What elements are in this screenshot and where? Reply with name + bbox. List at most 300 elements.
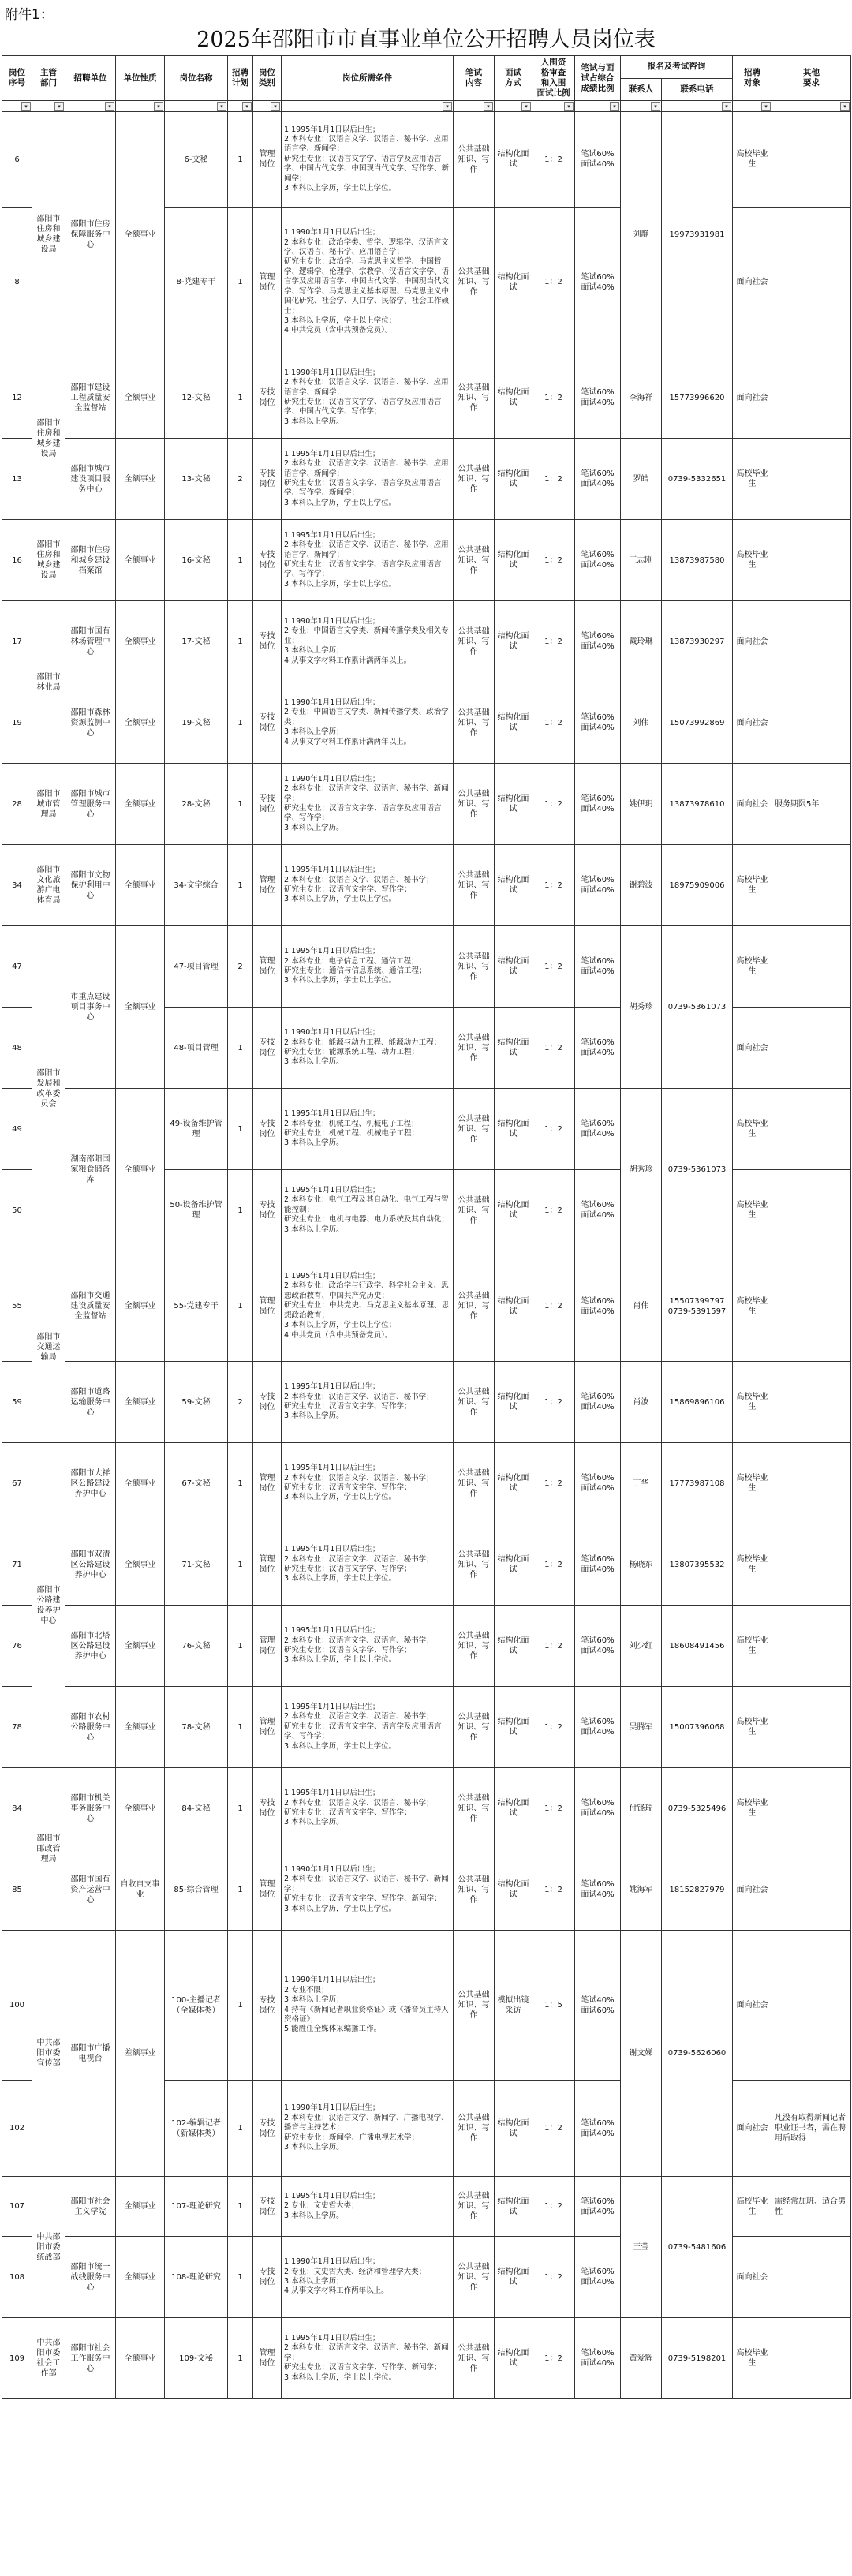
plan-count: 1 (228, 520, 253, 601)
position-conditions: 1.1995年1月1日以后出生； 2.专业：文史哲大类； 3.本科以上学历。 (282, 2177, 454, 2237)
contact-phone: 0739-5361073 (662, 926, 733, 1089)
exam-content: 公共基础知识、写作 (454, 1008, 495, 1089)
dropdown-filter-icon[interactable]: ▾ (105, 102, 114, 111)
dropdown-filter-icon[interactable]: ▾ (521, 102, 531, 111)
filter-cell (228, 101, 253, 112)
recruiting-unit: 邵阳市北塔区公路建设养护中心 (65, 1606, 116, 1687)
dropdown-filter-icon[interactable]: ▾ (761, 102, 771, 111)
exam-content: 公共基础知识、写作 (454, 2318, 495, 2399)
other-requirements (772, 1251, 851, 1362)
position-name: 34-文字综合 (165, 845, 228, 926)
unit-nature: 全额事业 (116, 1687, 165, 1768)
exam-content: 公共基础知识、写作 (454, 2081, 495, 2177)
department: 中共邵阳市委统战部 (32, 2177, 65, 2318)
position-name: 6-文秘 (165, 112, 228, 208)
recruit-target: 高校毕业生 (733, 1443, 772, 1524)
other-requirements (772, 112, 851, 208)
position-category: 专技岗位 (253, 1931, 282, 2081)
position-conditions: 1.1990年1月1日以后出生； 2.本科专业：政治学类、哲学、逻辑学、汉语言文学、汉语言、秘书学、应用语言学； 研究生专业：政治学、马克思主义哲学、中国哲学、逻辑学、伦理学、宗教学、汉语言文字学、语言学及应用语言学、中国古代文学、中国现当代文学、写作学、马克思主义基本原理、马克思主义中国化研究、社会学、人口学、民俗学、社会工作硕士； 3.本科以上学历，学士以上学位； 4.中共党员（含中共预备党员）。 (282, 208, 454, 357)
position-name: 47-项目管理 (165, 926, 228, 1008)
shortlist-ratio: 1：2 (532, 845, 575, 926)
position-category: 专技岗位 (253, 1089, 282, 1170)
dropdown-filter-icon[interactable]: ▾ (564, 102, 574, 111)
unit-nature: 全额事业 (116, 1362, 165, 1443)
other-requirements (772, 1170, 851, 1251)
table-row (2, 1089, 851, 1170)
dropdown-filter-icon[interactable]: ▾ (242, 102, 252, 111)
col-dept: 主管 部门 (32, 56, 65, 101)
unit-nature: 全额事业 (116, 682, 165, 764)
contact-person: 肖波 (621, 1362, 662, 1443)
recruiting-unit: 邵阳市住房保障服务中心 (65, 112, 116, 357)
position-code: 6 (2, 112, 32, 208)
exam-content: 公共基础知识、写作 (454, 439, 495, 520)
other-requirements (772, 2318, 851, 2399)
recruit-target: 高校毕业生 (733, 1606, 772, 1687)
position-code: 19 (2, 682, 32, 764)
unit-nature: 全额事业 (116, 845, 165, 926)
shortlist-ratio: 1：2 (532, 439, 575, 520)
exam-content: 公共基础知识、写作 (454, 1768, 495, 1849)
unit-nature: 全额事业 (116, 1524, 165, 1606)
position-conditions: 1.1995年1月1日以后出生； 2.本科专业：汉语言文学、汉语言、秘书学、应用语言学、新闻学； 研究生专业：汉语言文字学、语言学及应用语言学、写作学、新闻学； 3.本科以上学历，学士以上学位。 (282, 439, 454, 520)
recruiting-unit: 邵阳市统一战线服务中心 (65, 2237, 116, 2318)
position-conditions: 1.1995年1月1日以后出生； 2.本科专业：汉语言文学、汉语言、秘书学； 研究生专业：汉语言文字学、写作学； 3.本科以上学历，学士以上学位。 (282, 845, 454, 926)
position-name: 76-文秘 (165, 1606, 228, 1687)
interview-method: 结构化面试 (495, 1251, 532, 1362)
position-conditions: 1.1990年1月1日以后出生； 2.本科专业：汉语言文学、汉语言、秘书学、新闻学； 研究生专业：汉语言文字学、语言学及应用语言学、写作学； 3.本科以上学历。 (282, 764, 454, 845)
position-category: 管理岗位 (253, 1687, 282, 1768)
interview-method: 结构化面试 (495, 1606, 532, 1687)
shortlist-ratio: 1：2 (532, 112, 575, 208)
interview-method: 模拟出镜采访 (495, 1931, 532, 2081)
contact-phone: 15007396068 (662, 1687, 733, 1768)
recruit-target: 高校毕业生 (733, 520, 772, 601)
exam-content: 公共基础知识、写作 (454, 357, 495, 439)
position-category: 管理岗位 (253, 208, 282, 357)
score-weight: 笔试60% 面试40% (575, 601, 621, 682)
position-category: 管理岗位 (253, 1251, 282, 1362)
position-name: 85-综合管理 (165, 1849, 228, 1931)
dropdown-filter-icon[interactable]: ▾ (443, 102, 452, 111)
recruiting-unit: 邵阳市国有资产运营中心 (65, 1849, 116, 1931)
shortlist-ratio: 1：2 (532, 601, 575, 682)
table-row (2, 357, 851, 439)
exam-content: 公共基础知识、写作 (454, 208, 495, 357)
plan-count: 1 (228, 682, 253, 764)
recruiting-unit: 邵阳市广播电视台 (65, 1931, 116, 2177)
interview-method: 结构化面试 (495, 601, 532, 682)
plan-count: 2 (228, 439, 253, 520)
position-category: 专技岗位 (253, 1170, 282, 1251)
position-category: 管理岗位 (253, 845, 282, 926)
position-name: 109-文秘 (165, 2318, 228, 2399)
interview-method: 结构化面试 (495, 926, 532, 1008)
interview-method: 结构化面试 (495, 1089, 532, 1170)
plan-count: 1 (228, 1089, 253, 1170)
interview-method: 结构化面试 (495, 1008, 532, 1089)
contact-person: 谢文娣 (621, 1931, 662, 2177)
contact-person: 姚海军 (621, 1849, 662, 1931)
shortlist-ratio: 1：2 (532, 682, 575, 764)
position-name: 16-文秘 (165, 520, 228, 601)
position-name: 67-文秘 (165, 1443, 228, 1524)
shortlist-ratio: 1：2 (532, 1606, 575, 1687)
position-code: 107 (2, 2177, 32, 2237)
recruit-target: 高校毕业生 (733, 1524, 772, 1606)
department: 中共邵阳市委社会工作部 (32, 2318, 65, 2399)
score-weight: 笔试60% 面试40% (575, 520, 621, 601)
score-weight: 笔试60% 面试40% (575, 1170, 621, 1251)
shortlist-ratio: 1：2 (532, 1089, 575, 1170)
position-conditions: 1.1995年1月1日以后出生； 2.本科专业：汉语言文学、汉语言、秘书学； 研究生专业：汉语言文字学、写作学； 3.本科以上学历。 (282, 1768, 454, 1849)
department: 邵阳市邮政管理局 (32, 1768, 65, 1931)
dropdown-filter-icon[interactable]: ▾ (217, 102, 226, 111)
department: 邵阳市交通运输局 (32, 1251, 65, 1443)
exam-content: 公共基础知识、写作 (454, 2177, 495, 2237)
interview-method: 结构化面试 (495, 1768, 532, 1849)
shortlist-ratio: 1：2 (532, 1362, 575, 1443)
contact-person: 刘静 (621, 112, 662, 357)
position-code: 100 (2, 1931, 32, 2081)
other-requirements (772, 1008, 851, 1089)
department: 邵阳市公路建设养护中心 (32, 1443, 65, 1768)
unit-nature: 全额事业 (116, 1606, 165, 1687)
col-interview: 面试 方式 (495, 56, 532, 101)
score-weight: 笔试60% 面试40% (575, 682, 621, 764)
plan-count: 1 (228, 1008, 253, 1089)
contact-person: 姚伊玥 (621, 764, 662, 845)
recruiting-unit: 邵阳市机关事务服务中心 (65, 1768, 116, 1849)
plan-count: 1 (228, 1251, 253, 1362)
shortlist-ratio: 1：2 (532, 1170, 575, 1251)
other-requirements (772, 1524, 851, 1606)
unit-nature: 全额事业 (116, 357, 165, 439)
department: 邵阳市发展和改革委员会 (32, 926, 65, 1251)
table-row (2, 1443, 851, 1524)
shortlist-ratio: 1：2 (532, 764, 575, 845)
contact-phone: 15773996620 (662, 357, 733, 439)
exam-content: 公共基础知识、写作 (454, 601, 495, 682)
plan-count: 1 (228, 208, 253, 357)
shortlist-ratio: 1：2 (532, 2177, 575, 2237)
contact-person: 肖伟 (621, 1251, 662, 1362)
table-row (2, 2177, 851, 2237)
recruiting-unit: 邵阳市城市建设项目服务中心 (65, 439, 116, 520)
other-requirements (772, 1768, 851, 1849)
position-conditions: 1.1990年1月1日以后出生； 2.专业：中国语言文学类、新闻传播学类、政治学类； 3.本科以上学历； 4.从事文字材料工作累计满两年以上。 (282, 682, 454, 764)
table-row (2, 1524, 851, 1606)
position-conditions: 1.1995年1月1日以后出生； 2.本科专业：汉语言文学、汉语言、秘书学； 研究生专业：汉语言文字学、写作学； 3.本科以上学历。 (282, 1362, 454, 1443)
score-weight: 笔试60% 面试40% (575, 2237, 621, 2318)
recruiting-unit: 湖南邵阳国家粮食储备库 (65, 1089, 116, 1251)
exam-content: 公共基础知识、写作 (454, 1089, 495, 1170)
position-code: 48 (2, 1008, 32, 1089)
col-nature: 单位性质 (116, 56, 165, 101)
contact-phone: 18975909006 (662, 845, 733, 926)
position-conditions: 1.1990年1月1日以后出生； 2.专业不限； 3.本科以上学历； 4.持有《新闻记者职业资格证》或《播音员主持人资格证》； 5.能胜任全媒体采编播工作。 (282, 1931, 454, 2081)
exam-content: 公共基础知识、写作 (454, 1687, 495, 1768)
plan-count: 1 (228, 764, 253, 845)
header-row (2, 56, 851, 79)
recruit-target: 高校毕业生 (733, 1687, 772, 1768)
shortlist-ratio: 1：5 (532, 1931, 575, 2081)
contact-phone: 13873987580 (662, 520, 733, 601)
unit-nature: 差额事业 (116, 1931, 165, 2177)
unit-nature: 全额事业 (116, 2177, 165, 2237)
plan-count: 1 (228, 112, 253, 208)
other-requirements (772, 682, 851, 764)
position-name: 13-文秘 (165, 439, 228, 520)
interview-method: 结构化面试 (495, 357, 532, 439)
position-category: 管理岗位 (253, 926, 282, 1008)
position-conditions: 1.1990年1月1日以后出生； 2.本科专业：能源与动力工程、能源动力工程； 研究生专业：能源系统工程、动力工程； 3.本科以上学历。 (282, 1008, 454, 1089)
shortlist-ratio: 1：2 (532, 2237, 575, 2318)
contact-person: 刘少红 (621, 1606, 662, 1687)
exam-content: 公共基础知识、写作 (454, 1362, 495, 1443)
position-code: 84 (2, 1768, 32, 1849)
position-conditions: 1.1995年1月1日以后出生； 2.本科专业：汉语言文学、汉语言、秘书学； 研究生专业：汉语言文字学、写作学； 3.本科以上学历，学士以上学位。 (282, 1524, 454, 1606)
plan-count: 1 (228, 1443, 253, 1524)
contact-person: 胡秀珍 (621, 926, 662, 1089)
other-requirements (772, 357, 851, 439)
attachment-label: 附件1： (5, 7, 54, 23)
position-category: 专技岗位 (253, 357, 282, 439)
interview-method: 结构化面试 (495, 764, 532, 845)
position-category: 管理岗位 (253, 1443, 282, 1524)
position-code: 76 (2, 1606, 32, 1687)
recruiting-unit: 邵阳市社会工作服务中心 (65, 2318, 116, 2399)
plan-count: 1 (228, 1849, 253, 1931)
table-row (2, 1687, 851, 1768)
plan-count: 1 (228, 1606, 253, 1687)
position-code: 108 (2, 2237, 32, 2318)
contact-phone: 15869896106 (662, 1362, 733, 1443)
position-category: 专技岗位 (253, 1768, 282, 1849)
recruit-target: 高校毕业生 (733, 1251, 772, 1362)
dropdown-filter-icon[interactable]: ▾ (154, 102, 163, 111)
contact-phone: 0739-5332651 (662, 439, 733, 520)
score-weight: 笔试60% 面试40% (575, 1606, 621, 1687)
recruiting-unit: 市重点建设项目事务中心 (65, 926, 116, 1089)
recruit-target: 面向社会 (733, 1931, 772, 2081)
position-code: 50 (2, 1170, 32, 1251)
other-requirements (772, 1849, 851, 1931)
recruit-target: 高校毕业生 (733, 439, 772, 520)
filter-cell (733, 101, 772, 112)
position-code: 85 (2, 1849, 32, 1931)
other-requirements (772, 208, 851, 357)
exam-content: 公共基础知识、写作 (454, 1931, 495, 2081)
unit-nature: 全额事业 (116, 520, 165, 601)
contact-phone: 0739-5198201 (662, 2318, 733, 2399)
score-weight: 笔试60% 面试40% (575, 1849, 621, 1931)
table-row (2, 1931, 851, 2081)
recruit-target: 高校毕业生 (733, 1362, 772, 1443)
recruit-target: 面向社会 (733, 2237, 772, 2318)
recruit-target: 面向社会 (733, 357, 772, 439)
shortlist-ratio: 1：2 (532, 520, 575, 601)
contact-phone: 15507399797 0739-5391597 (662, 1251, 733, 1362)
other-requirements (772, 1362, 851, 1443)
contact-phone: 0739-5626060 (662, 1931, 733, 2177)
plan-count: 1 (228, 1931, 253, 2081)
position-name: 28-文秘 (165, 764, 228, 845)
position-code: 47 (2, 926, 32, 1008)
table-row (2, 1251, 851, 1362)
shortlist-ratio: 1：2 (532, 357, 575, 439)
filter-cell (32, 101, 65, 112)
dropdown-filter-icon[interactable]: ▾ (271, 102, 280, 111)
interview-method: 结构化面试 (495, 2081, 532, 2177)
position-name: 8-党建专干 (165, 208, 228, 357)
table-row (2, 1362, 851, 1443)
plan-count: 1 (228, 1687, 253, 1768)
position-name: 100-主播记者（全媒体类） (165, 1931, 228, 2081)
shortlist-ratio: 1：2 (532, 1251, 575, 1362)
position-conditions: 1.1995年1月1日以后出生； 2.本科专业：汉语言文学、汉语言、秘书学； 研究生专业：汉语言文字学、写作学； 3.本科以上学历，学士以上学位。 (282, 1606, 454, 1687)
recruitment-table (2, 55, 851, 2399)
col-other: 其他 要求 (772, 56, 851, 101)
position-code: 102 (2, 2081, 32, 2177)
contact-phone: 19973931981 (662, 112, 733, 357)
shortlist-ratio: 1：2 (532, 208, 575, 357)
position-category: 管理岗位 (253, 1606, 282, 1687)
plan-count: 2 (228, 1362, 253, 1443)
filter-cell (65, 101, 116, 112)
plan-count: 1 (228, 2237, 253, 2318)
table-row (2, 439, 851, 520)
position-name: 59-文秘 (165, 1362, 228, 1443)
dropdown-filter-icon[interactable]: ▾ (651, 102, 660, 111)
position-name: 108-理论研究 (165, 2237, 228, 2318)
exam-content: 公共基础知识、写作 (454, 926, 495, 1008)
recruit-target: 高校毕业生 (733, 2318, 772, 2399)
other-requirements: 服务期限5年 (772, 764, 851, 845)
position-conditions: 1.1995年1月1日以后出生； 2.本科专业：汉语言文学、汉语言、秘书学； 研究生专业：汉语言文字学、语言学及应用语言学、写作学； 3.本科以上学历，学士以上学位。 (282, 1687, 454, 1768)
interview-method: 结构化面试 (495, 520, 532, 601)
shortlist-ratio: 1：2 (532, 926, 575, 1008)
score-weight: 笔试60% 面试40% (575, 2081, 621, 2177)
recruit-target: 面向社会 (733, 208, 772, 357)
col-weight: 笔试与面 试占综合 成绩比例 (575, 56, 621, 101)
position-category: 专技岗位 (253, 2237, 282, 2318)
unit-nature: 自收自支事业 (116, 1849, 165, 1931)
contact-phone: 18608491456 (662, 1606, 733, 1687)
dropdown-filter-icon[interactable]: ▾ (840, 102, 850, 111)
table-row (2, 601, 851, 682)
contact-person: 付锋瑞 (621, 1768, 662, 1849)
interview-method: 结构化面试 (495, 2318, 532, 2399)
position-name: 102-编辑记者（新媒体类） (165, 2081, 228, 2177)
unit-nature: 全额事业 (116, 1251, 165, 1362)
score-weight: 笔试60% 面试40% (575, 439, 621, 520)
exam-content: 公共基础知识、写作 (454, 112, 495, 208)
col-exam: 笔试 内容 (454, 56, 495, 101)
dropdown-filter-icon[interactable]: ▾ (722, 102, 731, 111)
other-requirements (772, 601, 851, 682)
other-requirements (772, 1606, 851, 1687)
filter-cell (282, 101, 454, 112)
department: 邵阳市住房和城乡建设局 (32, 357, 65, 520)
dropdown-filter-icon[interactable]: ▾ (484, 102, 493, 111)
position-conditions: 1.1995年1月1日以后出生； 2.本科专业：电气工程及其自动化、电气工程与智能控制； 研究生专业：电机与电器、电力系统及其自动化； 3.本科以上学历。 (282, 1170, 454, 1251)
recruiting-unit: 邵阳市城市管理服务中心 (65, 764, 116, 845)
position-conditions: 1.1995年1月1日以后出生； 2.本科专业：电子信息工程、通信工程； 研究生专业：通信与信息系统、通信工程； 3.本科以上学历，学士以上学位。 (282, 926, 454, 1008)
position-code: 109 (2, 2318, 32, 2399)
plan-count: 2 (228, 926, 253, 1008)
col-phone: 联系电话 (662, 78, 733, 101)
contact-person: 胡秀珍 (621, 1089, 662, 1251)
shortlist-ratio: 1：2 (532, 1768, 575, 1849)
dropdown-filter-icon[interactable]: ▾ (21, 102, 31, 111)
position-code: 67 (2, 1443, 32, 1524)
interview-method: 结构化面试 (495, 2177, 532, 2237)
position-conditions: 1.1995年1月1日以后出生； 2.本科专业：机械工程、机械电子工程； 研究生专业：机械工程、机械电子工程； 3.本科以上学历。 (282, 1089, 454, 1170)
dropdown-filter-icon[interactable]: ▾ (54, 102, 64, 111)
recruit-target: 高校毕业生 (733, 1768, 772, 1849)
position-name: 19-文秘 (165, 682, 228, 764)
score-weight: 笔试60% 面试40% (575, 112, 621, 208)
shortlist-ratio: 1：2 (532, 1687, 575, 1768)
col-person: 联系人 (621, 78, 662, 101)
position-code: 13 (2, 439, 32, 520)
interview-method: 结构化面试 (495, 1687, 532, 1768)
interview-method: 结构化面试 (495, 1170, 532, 1251)
col-ratio: 入围资 格审查 和入围 面试比例 (532, 56, 575, 101)
unit-nature: 全额事业 (116, 1089, 165, 1251)
plan-count: 1 (228, 357, 253, 439)
position-code: 55 (2, 1251, 32, 1362)
interview-method: 结构化面试 (495, 682, 532, 764)
contact-person: 谢碧波 (621, 845, 662, 926)
plan-count: 1 (228, 2177, 253, 2237)
col-target: 招聘 对象 (733, 56, 772, 101)
position-code: 34 (2, 845, 32, 926)
position-code: 12 (2, 357, 32, 439)
other-requirements: 需经常加班、适合男性 (772, 2177, 851, 2237)
contact-phone: 13807395532 (662, 1524, 733, 1606)
contact-phone: 18152827979 (662, 1849, 733, 1931)
score-weight: 笔试60% 面试40% (575, 1251, 621, 1362)
filter-cell (621, 101, 662, 112)
recruit-target: 高校毕业生 (733, 112, 772, 208)
dropdown-filter-icon[interactable]: ▾ (610, 102, 619, 111)
filter-cell (253, 101, 282, 112)
exam-content: 公共基础知识、写作 (454, 845, 495, 926)
recruiting-unit: 邵阳市农村公路服务中心 (65, 1687, 116, 1768)
score-weight: 笔试60% 面试40% (575, 1443, 621, 1524)
position-conditions: 1.1995年1月1日以后出生； 2.本科专业：汉语言文学、汉语言、秘书学、应用语言学、新闻学； 研究生专业：汉语言文字学、语言学及应用语言学、写作学； 3.本科以上学历，学士以上学位。 (282, 520, 454, 601)
position-name: 50-设备维护管理 (165, 1170, 228, 1251)
filter-cell (2, 101, 32, 112)
unit-nature: 全额事业 (116, 2237, 165, 2318)
exam-content: 公共基础知识、写作 (454, 520, 495, 601)
recruit-target: 高校毕业生 (733, 2177, 772, 2237)
other-requirements (772, 2237, 851, 2318)
recruiting-unit: 邵阳市社会主义学院 (65, 2177, 116, 2237)
shortlist-ratio: 1：2 (532, 1443, 575, 1524)
shortlist-ratio: 1：2 (532, 2318, 575, 2399)
position-name: 71-文秘 (165, 1524, 228, 1606)
position-name: 12-文秘 (165, 357, 228, 439)
exam-content: 公共基础知识、写作 (454, 1524, 495, 1606)
department: 邵阳市住房和城乡建设局 (32, 520, 65, 601)
position-code: 28 (2, 764, 32, 845)
col-name: 岗位名称 (165, 56, 228, 101)
position-conditions: 1.1995年1月1日以后出生； 2.本科专业：汉语言文学、汉语言、秘书学； 研究生专业：汉语言文字学、写作学； 3.本科以上学历，学士以上学位。 (282, 1443, 454, 1524)
unit-nature: 全额事业 (116, 2318, 165, 2399)
